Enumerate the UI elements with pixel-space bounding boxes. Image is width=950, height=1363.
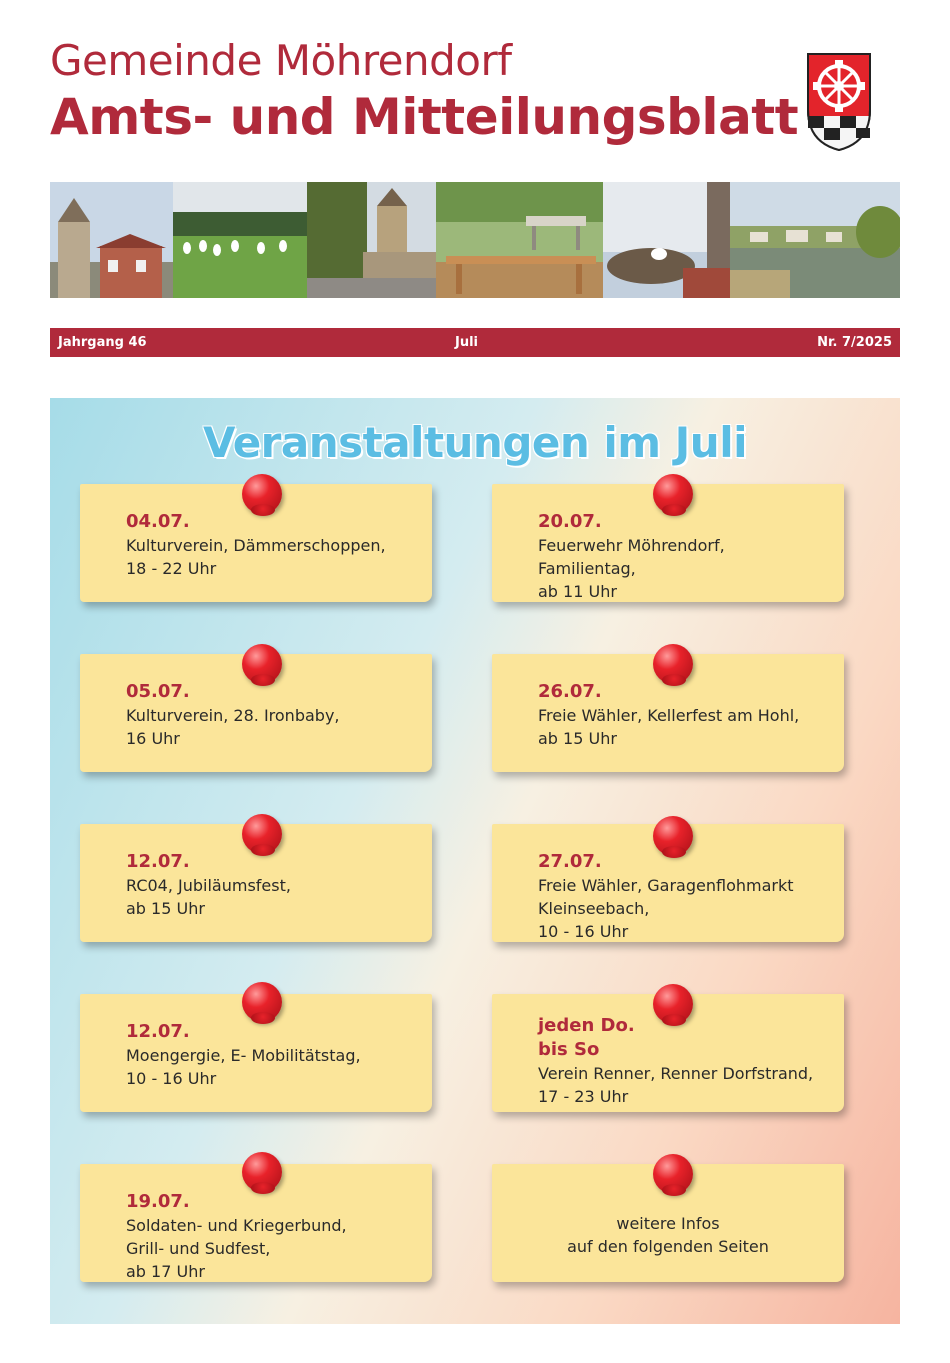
event-date: 20.07. — [538, 511, 602, 532]
event-date: 12.07. — [126, 1021, 190, 1042]
pushpin-icon — [242, 814, 282, 854]
pushpin-icon — [653, 816, 693, 856]
pushpin-icon — [242, 1152, 282, 1192]
photo-storks-meadow — [173, 182, 307, 298]
volume-label: Jahrgang 46 — [58, 335, 147, 350]
pushpin-icon — [653, 474, 693, 514]
event-description: Verein Renner, Renner Dorfstrand, 17 - 23 Uhr — [538, 1064, 814, 1106]
events-poster — [50, 398, 900, 1324]
month-label: Juli — [455, 335, 479, 350]
event-description: Freie Wähler, Garagenflohmarkt Kleinseebach, 10 - 16 Uhr — [538, 876, 794, 941]
pushpin-icon — [242, 982, 282, 1022]
event-description: Kulturverein, 28. Ironbaby, 16 Uhr — [126, 706, 340, 748]
event-description: Soldaten- und Kriegerbund, Grill- und Sudfest, ab 17 Uhr — [126, 1216, 347, 1281]
event-description: Freie Wähler, Kellerfest am Hohl, ab 15 Uhr — [538, 706, 800, 748]
event-description: Moengergie, E- Mobilitätstag, 10 - 16 Uhr — [126, 1046, 361, 1088]
event-description: RC04, Jubiläumsfest, ab 15 Uhr — [126, 876, 291, 918]
photo-stork-nest — [603, 182, 730, 298]
issue-number-label: Nr. 7/2025 — [817, 335, 892, 350]
event-date: 04.07. — [126, 511, 190, 532]
event-date: 19.07. — [126, 1191, 190, 1212]
municipality-name: Gemeinde Möhrendorf — [50, 36, 512, 85]
pushpin-icon — [653, 644, 693, 684]
poster-title: Veranstaltungen im Juli — [202, 418, 747, 467]
event-date: jeden Do. bis So — [538, 1015, 635, 1060]
more-info-text: weitere Infos auf den folgenden Seiten — [567, 1214, 769, 1256]
pushpin-icon — [242, 644, 282, 684]
event-date: 27.07. — [538, 851, 602, 872]
event-description: Feuerwehr Möhrendorf, Familientag, ab 11 Uhr — [538, 536, 725, 601]
coat-of-arms-icon — [806, 52, 872, 152]
photo-church-tower — [50, 182, 173, 298]
issue-info-bar — [50, 328, 900, 357]
pushpin-icon — [653, 984, 693, 1024]
event-date: 26.07. — [538, 681, 602, 702]
event-date: 12.07. — [126, 851, 190, 872]
pushpin-icon — [653, 1154, 693, 1194]
photo-tower-lane — [307, 182, 436, 298]
photo-strip — [50, 182, 900, 298]
photo-bench-park — [436, 182, 603, 298]
pushpin-icon — [242, 474, 282, 514]
photo-village-pond — [730, 182, 900, 298]
publication-title: Amts- und Mitteilungsblatt — [50, 88, 799, 146]
event-description: Kulturverein, Dämmerschoppen, 18 - 22 Uhr — [126, 536, 386, 578]
event-date: 05.07. — [126, 681, 190, 702]
